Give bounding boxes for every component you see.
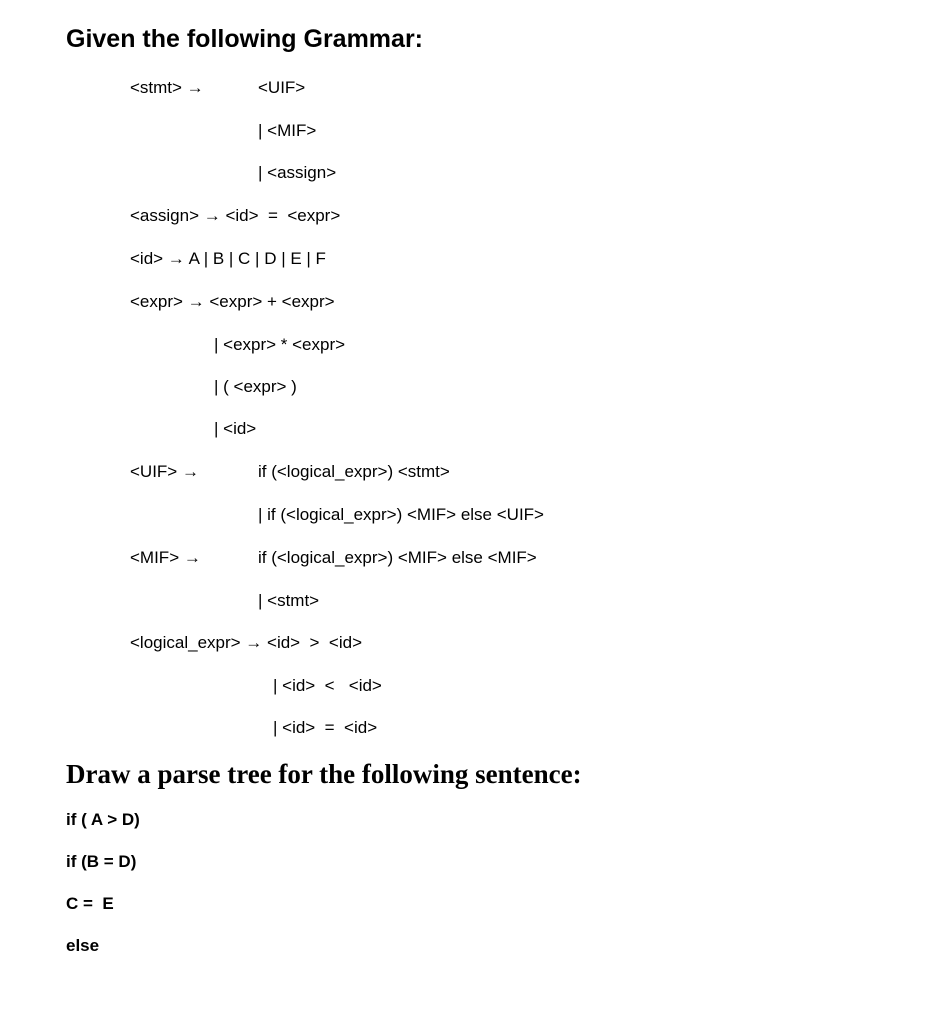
stmt-rule-lhs: <stmt> →	[130, 78, 204, 97]
logical-expr-alternative-less: | <id> < <id>	[273, 676, 382, 695]
sentence-line-1: if ( A > D)	[66, 810, 140, 829]
assign-rule: <assign> → <id> = <expr>	[130, 206, 341, 225]
expr-rule: <expr> → <expr> + <expr>	[130, 292, 335, 311]
page-title: Given the following Grammar:	[66, 25, 423, 53]
sentence-line-3: C = E	[66, 894, 114, 913]
mif-rule-lhs: <MIF> →	[130, 548, 201, 567]
task-heading: Draw a parse tree for the following sentence:	[66, 759, 582, 789]
stmt-alternative-assign: | <assign>	[258, 163, 337, 182]
sentence-line-2: if (B = D)	[66, 852, 137, 871]
mif-alternative-1: if (<logical_expr>) <MIF> else <MIF>	[258, 548, 537, 567]
mif-alternative-2: | <stmt>	[258, 591, 320, 610]
stmt-alternative-uif: <UIF>	[258, 78, 306, 97]
uif-alternative-2: | if (<logical_expr>) <MIF> else <UIF>	[258, 505, 544, 524]
uif-alternative-1: if (<logical_expr>) <stmt>	[258, 462, 450, 481]
expr-alternative-paren: | ( <expr> )	[214, 377, 297, 396]
logical-expr-rule: <logical_expr> → <id> > <id>	[130, 633, 363, 652]
logical-expr-alternative-equal: | <id> = <id>	[273, 718, 378, 737]
stmt-alternative-mif: | <MIF>	[258, 121, 317, 140]
expr-alternative-id: | <id>	[214, 419, 257, 438]
uif-rule-lhs: <UIF> →	[130, 462, 199, 481]
expr-alternative-multiply: | <expr> * <expr>	[214, 335, 346, 354]
id-rule: <id> → A | B | C | D | E | F	[130, 249, 326, 268]
sentence-line-4: else	[66, 936, 100, 955]
